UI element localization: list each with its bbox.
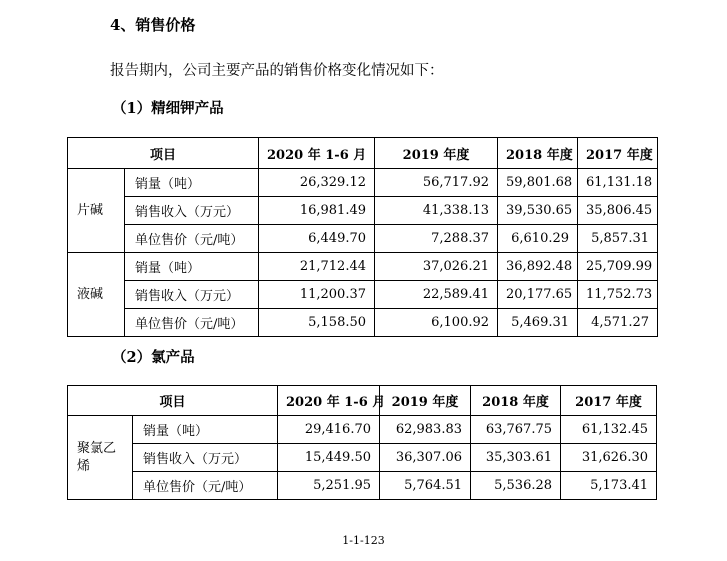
- cell-value: 36,307.06: [380, 444, 471, 472]
- table-row: [68, 225, 658, 253]
- cell-value: 5,251.95: [278, 472, 380, 500]
- cell-value: 16,981.49: [259, 197, 375, 225]
- row-label: 销量（吨）: [133, 416, 278, 444]
- row-label: 销售收入（万元）: [133, 444, 278, 472]
- cell-value: 37,026.21: [375, 253, 498, 281]
- cell-value: 39,530.65: [498, 197, 578, 225]
- cell-value: 41,338.13: [375, 197, 498, 225]
- cell-value: 35,806.45: [578, 197, 658, 225]
- header-2018: 2018 年度: [498, 138, 578, 169]
- row-label: 销售收入（万元）: [125, 197, 259, 225]
- header-2017: 2017 年度: [561, 386, 657, 416]
- header-2019: 2019 年度: [380, 386, 471, 416]
- cell-value: 6,610.29: [498, 225, 578, 253]
- cell-value: 36,892.48: [498, 253, 578, 281]
- cell-value: 61,132.45: [561, 416, 657, 444]
- row-label: 单位售价（元/吨）: [133, 472, 278, 500]
- cell-value: 62,983.83: [380, 416, 471, 444]
- cell-value: 5,158.50: [259, 309, 375, 337]
- cell-value: 6,100.92: [375, 309, 498, 337]
- table-row: [68, 197, 658, 225]
- cell-value: 4,571.27: [578, 309, 658, 337]
- cell-value: 25,709.99: [578, 253, 658, 281]
- cell-value: 15,449.50: [278, 444, 380, 472]
- table-chlorine: [67, 385, 657, 500]
- intro-paragraph: 报告期内，公司主要产品的销售价格变化情况如下：: [110, 63, 444, 79]
- header-2020h1: 2020 年 1-6 月: [259, 138, 375, 169]
- row-label: 销量（吨）: [125, 169, 259, 197]
- row-label: 单位售价（元/吨）: [125, 309, 259, 337]
- header-2020h1: 2020 年 1-6 月: [278, 386, 380, 416]
- cell-value: 5,469.31: [498, 309, 578, 337]
- row-label: 销量（吨）: [125, 253, 259, 281]
- cell-value: 31,626.30: [561, 444, 657, 472]
- cell-value: 61,131.18: [578, 169, 658, 197]
- cell-value: 35,303.61: [471, 444, 561, 472]
- table-fine-potassium: [67, 137, 658, 337]
- table-row: [68, 281, 658, 309]
- table-row: [68, 309, 658, 337]
- cell-value: 21,712.44: [259, 253, 375, 281]
- cell-value: 20,177.65: [498, 281, 578, 309]
- table-row: [68, 253, 658, 281]
- row-label: 销售收入（万元）: [125, 281, 259, 309]
- cell-value: 7,288.37: [375, 225, 498, 253]
- cell-value: 63,767.75: [471, 416, 561, 444]
- row-label: 单位售价（元/吨）: [125, 225, 259, 253]
- cell-value: 11,752.73: [578, 281, 658, 309]
- section-heading: 4、销售价格: [110, 16, 196, 34]
- cell-value: 11,200.37: [259, 281, 375, 309]
- header-2019: 2019 年度: [375, 138, 498, 169]
- cell-value: 5,173.41: [561, 472, 657, 500]
- table-row: [68, 416, 657, 444]
- header-2018: 2018 年度: [471, 386, 561, 416]
- header-item: 项目: [68, 386, 278, 416]
- header-2017: 2017 年度: [578, 138, 658, 169]
- cell-value: 59,801.68: [498, 169, 578, 197]
- cell-value: 29,416.70: [278, 416, 380, 444]
- table2-title: （2）氯产品: [112, 349, 195, 366]
- table1-title: （1）精细钾产品: [112, 100, 224, 117]
- table-header-row: [68, 386, 657, 416]
- cell-value: 5,536.28: [471, 472, 561, 500]
- group-label: 液碱: [68, 253, 125, 337]
- header-item: 项目: [68, 138, 259, 169]
- cell-value: 5,857.31: [578, 225, 658, 253]
- page-number: 1-1-123: [342, 534, 385, 547]
- table-row: [68, 472, 657, 500]
- cell-value: 26,329.12: [259, 169, 375, 197]
- cell-value: 22,589.41: [375, 281, 498, 309]
- cell-value: 56,717.92: [375, 169, 498, 197]
- group-label: 片碱: [68, 169, 125, 253]
- group-label: 聚氯乙烯: [68, 416, 133, 500]
- cell-value: 6,449.70: [259, 225, 375, 253]
- table-header-row: [68, 138, 658, 169]
- cell-value: 5,764.51: [380, 472, 471, 500]
- table-row: [68, 169, 658, 197]
- table-row: [68, 444, 657, 472]
